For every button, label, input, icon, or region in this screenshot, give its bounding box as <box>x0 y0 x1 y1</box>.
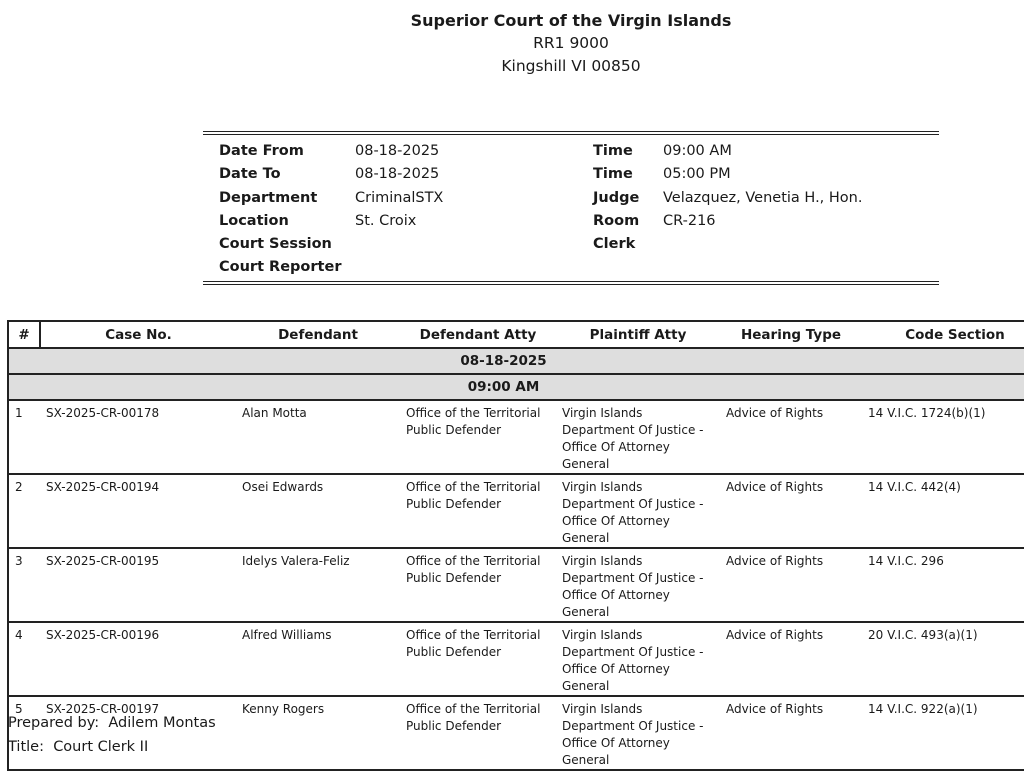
col-header-case-no: Case No. <box>40 321 236 348</box>
info-label: Court Session <box>219 236 332 253</box>
time-group-row <box>8 374 1024 400</box>
cell-hearing-type: Advice of Rights <box>720 548 862 622</box>
time-group-label: 09:00 AM <box>8 374 1024 400</box>
session-info-box <box>203 131 939 285</box>
info-label: Court Reporter <box>219 259 342 276</box>
cell-case-no: SX-2025-CR-00195 <box>40 548 236 622</box>
address-line-1: RR1 9000 <box>533 34 609 52</box>
cell-defendant-atty: Office of the Territorial Public Defender <box>400 622 556 696</box>
cell-case-no: SX-2025-CR-00196 <box>40 622 236 696</box>
cell-number: 2 <box>8 474 40 548</box>
info-row-location <box>203 210 939 233</box>
info-label: Clerk <box>593 236 636 253</box>
cell-plaintiff-atty: Virgin Islands Department Of Justice - Office Of Attorney General <box>556 400 720 474</box>
col-header-defendant: Defendant <box>236 321 400 348</box>
info-label: Location <box>219 212 289 229</box>
cell-defendant: Kenny Rogers <box>236 696 400 770</box>
cell-hearing-type: Advice of Rights <box>720 696 862 770</box>
info-label: Department <box>219 189 318 206</box>
cell-number: 1 <box>8 400 40 474</box>
table-row <box>8 400 1024 474</box>
cell-code-section: 14 V.I.C. 442(4) <box>862 474 1024 548</box>
cell-number: 5 <box>8 696 40 770</box>
cell-hearing-type: Advice of Rights <box>720 400 862 474</box>
info-label: Date To <box>219 166 281 183</box>
table-row <box>8 474 1024 548</box>
info-label: Judge <box>593 189 640 206</box>
col-header-code-section: Code Section <box>862 321 1024 348</box>
info-row-court-reporter <box>203 256 939 279</box>
date-group-label: 08-18-2025 <box>8 348 1024 374</box>
info-value: St. Croix <box>355 212 417 229</box>
date-group-row <box>8 348 1024 374</box>
prepared-by-value: Adilem Montas <box>108 715 216 731</box>
title-value: Court Clerk II <box>53 739 149 755</box>
cell-defendant: Alan Motta <box>236 400 400 474</box>
cell-plaintiff-atty: Virgin Islands Department Of Justice - Office Of Attorney General <box>556 474 720 548</box>
prepared-by-label: Prepared by: <box>8 715 100 731</box>
table-header-row <box>8 321 1024 348</box>
cell-code-section: 14 V.I.C. 922(a)(1) <box>862 696 1024 770</box>
cell-defendant: Alfred Williams <box>236 622 400 696</box>
cell-case-no: SX-2025-CR-00194 <box>40 474 236 548</box>
info-value: 08-18-2025 <box>355 166 440 183</box>
info-label: Room <box>593 212 640 229</box>
prepared-by-line <box>8 711 216 735</box>
court-header <box>0 9 1024 78</box>
calendar-table <box>7 320 1024 771</box>
cell-code-section: 20 V.I.C. 493(a)(1) <box>862 622 1024 696</box>
cell-hearing-type: Advice of Rights <box>720 474 862 548</box>
info-value: 09:00 AM <box>663 143 732 159</box>
info-row-date-from <box>203 140 939 163</box>
cell-code-section: 14 V.I.C. 1724(b)(1) <box>862 400 1024 474</box>
info-row-court-session <box>203 233 939 256</box>
cell-defendant-atty: Office of the Territorial Public Defender <box>400 400 556 474</box>
court-name: Superior Court of the Virgin Islands <box>410 11 732 30</box>
title-line <box>8 735 216 759</box>
cell-defendant: Idelys Valera-Feliz <box>236 548 400 622</box>
cell-defendant-atty: Office of the Territorial Public Defender <box>400 696 556 770</box>
col-header-defendant-atty: Defendant Atty <box>400 321 556 348</box>
col-header-number: # <box>8 321 40 348</box>
cell-defendant-atty: Office of the Territorial Public Defender <box>400 548 556 622</box>
info-label: Time <box>593 143 633 159</box>
address-line-2: Kingshill VI 00850 <box>501 57 641 75</box>
title-label: Title: <box>8 739 44 755</box>
cell-plaintiff-atty: Virgin Islands Department Of Justice - Office Of Attorney General <box>556 548 720 622</box>
cell-defendant-atty: Office of the Territorial Public Defender <box>400 474 556 548</box>
col-header-plaintiff-atty: Plaintiff Atty <box>556 321 720 348</box>
info-row-date-to <box>203 163 939 186</box>
col-header-hearing-type: Hearing Type <box>720 321 862 348</box>
cell-case-no: SX-2025-CR-00197 <box>40 696 236 770</box>
info-row-department <box>203 187 939 210</box>
info-value: 05:00 PM <box>663 166 731 183</box>
info-label: Time <box>593 166 633 183</box>
info-value: CR-216 <box>663 212 716 229</box>
cell-number: 3 <box>8 548 40 622</box>
cell-defendant: Osei Edwards <box>236 474 400 548</box>
cell-hearing-type: Advice of Rights <box>720 622 862 696</box>
info-value: 08-18-2025 <box>355 143 440 159</box>
table-row <box>8 622 1024 696</box>
cell-code-section: 14 V.I.C. 296 <box>862 548 1024 622</box>
cell-case-no: SX-2025-CR-00178 <box>40 400 236 474</box>
cell-plaintiff-atty: Virgin Islands Department Of Justice - Office Of Attorney General <box>556 696 720 770</box>
info-label: Date From <box>219 143 304 159</box>
info-value: CriminalSTX <box>355 189 444 206</box>
report-footer <box>8 711 216 759</box>
cell-plaintiff-atty: Virgin Islands Department Of Justice - Office Of Attorney General <box>556 622 720 696</box>
info-value: Velazquez, Venetia H., Hon. <box>663 189 863 206</box>
cell-number: 4 <box>8 622 40 696</box>
table-row <box>8 548 1024 622</box>
